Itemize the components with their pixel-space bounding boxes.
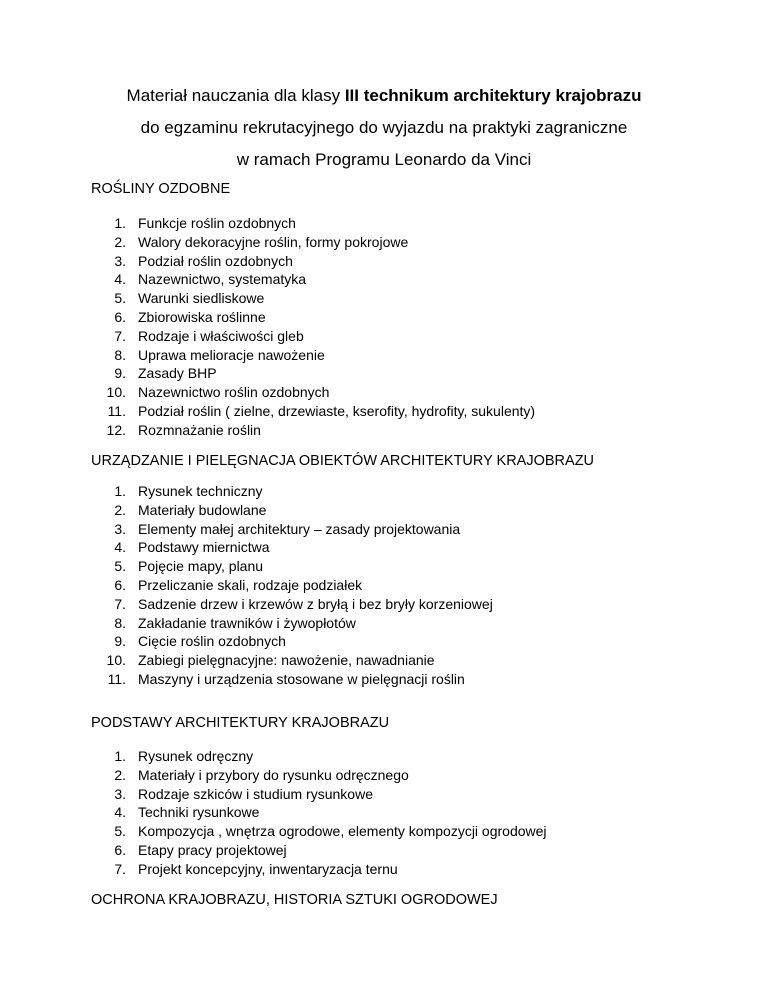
list-item-text: Podział roślin ( zielne, drzewiaste, kserofity, hydrofity, sukulenty) xyxy=(138,402,536,419)
section-heading-rosliny-ozdobne: ROŚLINY OZDOBNE xyxy=(91,181,231,197)
list-item-text: Nazewnictwo roślin ozdobnych xyxy=(138,384,330,401)
list-item-number: 2. xyxy=(114,233,126,250)
list-item-number: 3. xyxy=(114,785,126,802)
section-heading-urzadzanie-i-pielegnacja: URZĄDZANIE I PIELĘGNACJA OBIEKTÓW ARCHITEKTURY KRAJOBRAZU xyxy=(91,453,595,469)
title-line-2: do egzaminu rekrutacyjnego do wyjazdu na praktyki zagraniczne xyxy=(140,118,628,137)
list-item-number: 5. xyxy=(114,823,126,840)
list-item-number: 9. xyxy=(114,633,126,650)
list-item-text: Podstawy miernictwa xyxy=(138,539,270,556)
list-item-number: 2. xyxy=(114,501,126,518)
list-item-text: Rysunek odręczny xyxy=(138,748,254,764)
list-item-text: Elementy małej architektury – zasady projektowania xyxy=(138,520,461,537)
list-item-text: Materiały budowlane xyxy=(138,501,267,518)
list-item-number: 11. xyxy=(107,670,126,687)
list-item-number: 6. xyxy=(114,308,126,325)
list-item-text: Zbiorowiska roślinne xyxy=(138,308,266,325)
list-item-number: 1. xyxy=(114,215,126,231)
list-item-text: Materiały i przybory do rysunku odręcznego xyxy=(138,766,409,783)
list-item-number: 4. xyxy=(114,539,126,556)
list-item-text: Cięcie roślin ozdobnych xyxy=(138,633,286,650)
list-item-number: 8. xyxy=(114,346,126,363)
list-item-text: Uprawa melioracje nawożenie xyxy=(138,346,325,363)
list-item-number: 4. xyxy=(114,271,126,288)
list-item-number: 7. xyxy=(114,327,126,344)
list-item-number: 5. xyxy=(114,290,126,307)
list-item-text: Rodzaje szkiców i studium rysunkowe xyxy=(138,785,373,802)
list-item-text: Etapy pracy projektowej xyxy=(138,841,287,858)
section-heading-ochrona-krajobrazu: OCHRONA KRAJOBRAZU, HISTORIA SZTUKI OGRODOWEJ xyxy=(91,892,498,908)
title-line-1-bold: III technikum architektury krajobrazu xyxy=(344,86,642,105)
list-item-number: 5. xyxy=(114,558,126,575)
list-item-text: Warunki siedliskowe xyxy=(138,290,265,307)
list-item-number: 7. xyxy=(114,595,126,612)
list-item-number: 10. xyxy=(106,384,126,401)
list-item-number: 1. xyxy=(114,483,126,499)
list-item-text: Techniki rysunkowe xyxy=(138,804,260,821)
list-item-number: 6. xyxy=(114,576,126,593)
list-item-text: Rodzaje i właściwości gleb xyxy=(138,327,304,344)
list-item-text: Zakładanie trawników i żywopłotów xyxy=(138,614,356,631)
list-item-number: 2. xyxy=(114,766,126,783)
list-item-text: Kompozycja , wnętrza ogrodowe, elementy kompozycji ogrodowej xyxy=(138,823,547,840)
list-item-number: 1. xyxy=(114,748,126,764)
list-item-text: Podział roślin ozdobnych xyxy=(138,252,293,269)
list-item-number: 7. xyxy=(114,860,126,877)
list-item-number: 10. xyxy=(106,652,126,669)
list-item-text: Zabiegi pielęgnacyjne: nawożenie, nawadnianie xyxy=(138,652,435,669)
list-item-text: Rysunek techniczny xyxy=(138,483,263,499)
list-item-number: 4. xyxy=(114,804,126,821)
title-line-3: w ramach Programu Leonardo da Vinci xyxy=(236,150,532,169)
list-item-text: Przeliczanie skali, rodzaje podziałek xyxy=(138,576,363,593)
list-item-text: Rozmnażanie roślin xyxy=(138,421,261,438)
title-line-1-prefix: Materiał nauczania dla klasy xyxy=(126,86,345,105)
list-item-text: Nazewnictwo, systematyka xyxy=(138,271,307,288)
list-item-number: 11. xyxy=(107,402,126,419)
title-line-1 xyxy=(0,86,768,106)
list-item-number: 8. xyxy=(114,614,126,631)
list-item-number: 3. xyxy=(114,520,126,537)
list-item-text: Projekt koncepcyjny, inwentaryzacja ternu xyxy=(138,860,398,877)
list-item-number: 3. xyxy=(114,252,126,269)
section-heading-podstawy-architektury: PODSTAWY ARCHITEKTURY KRAJOBRAZU xyxy=(91,715,390,731)
list-item-text: Zasady BHP xyxy=(138,365,217,382)
list-item-text: Funkcje roślin ozdobnych xyxy=(138,215,296,231)
list-item-text: Sadzenie drzew i krzewów z bryłą i bez bryły korzeniowej xyxy=(138,595,493,612)
list-item-number: 12. xyxy=(106,421,126,438)
list-item-text: Maszyny i urządzenia stosowane w pielęgnacji roślin xyxy=(138,670,465,687)
list-item-number: 6. xyxy=(114,841,126,858)
list-item-number: 9. xyxy=(114,365,126,382)
list-item-text: Pojęcie mapy, planu xyxy=(138,558,264,575)
list-item-text: Walory dekoracyjne roślin, formy pokrojowe xyxy=(138,233,409,250)
